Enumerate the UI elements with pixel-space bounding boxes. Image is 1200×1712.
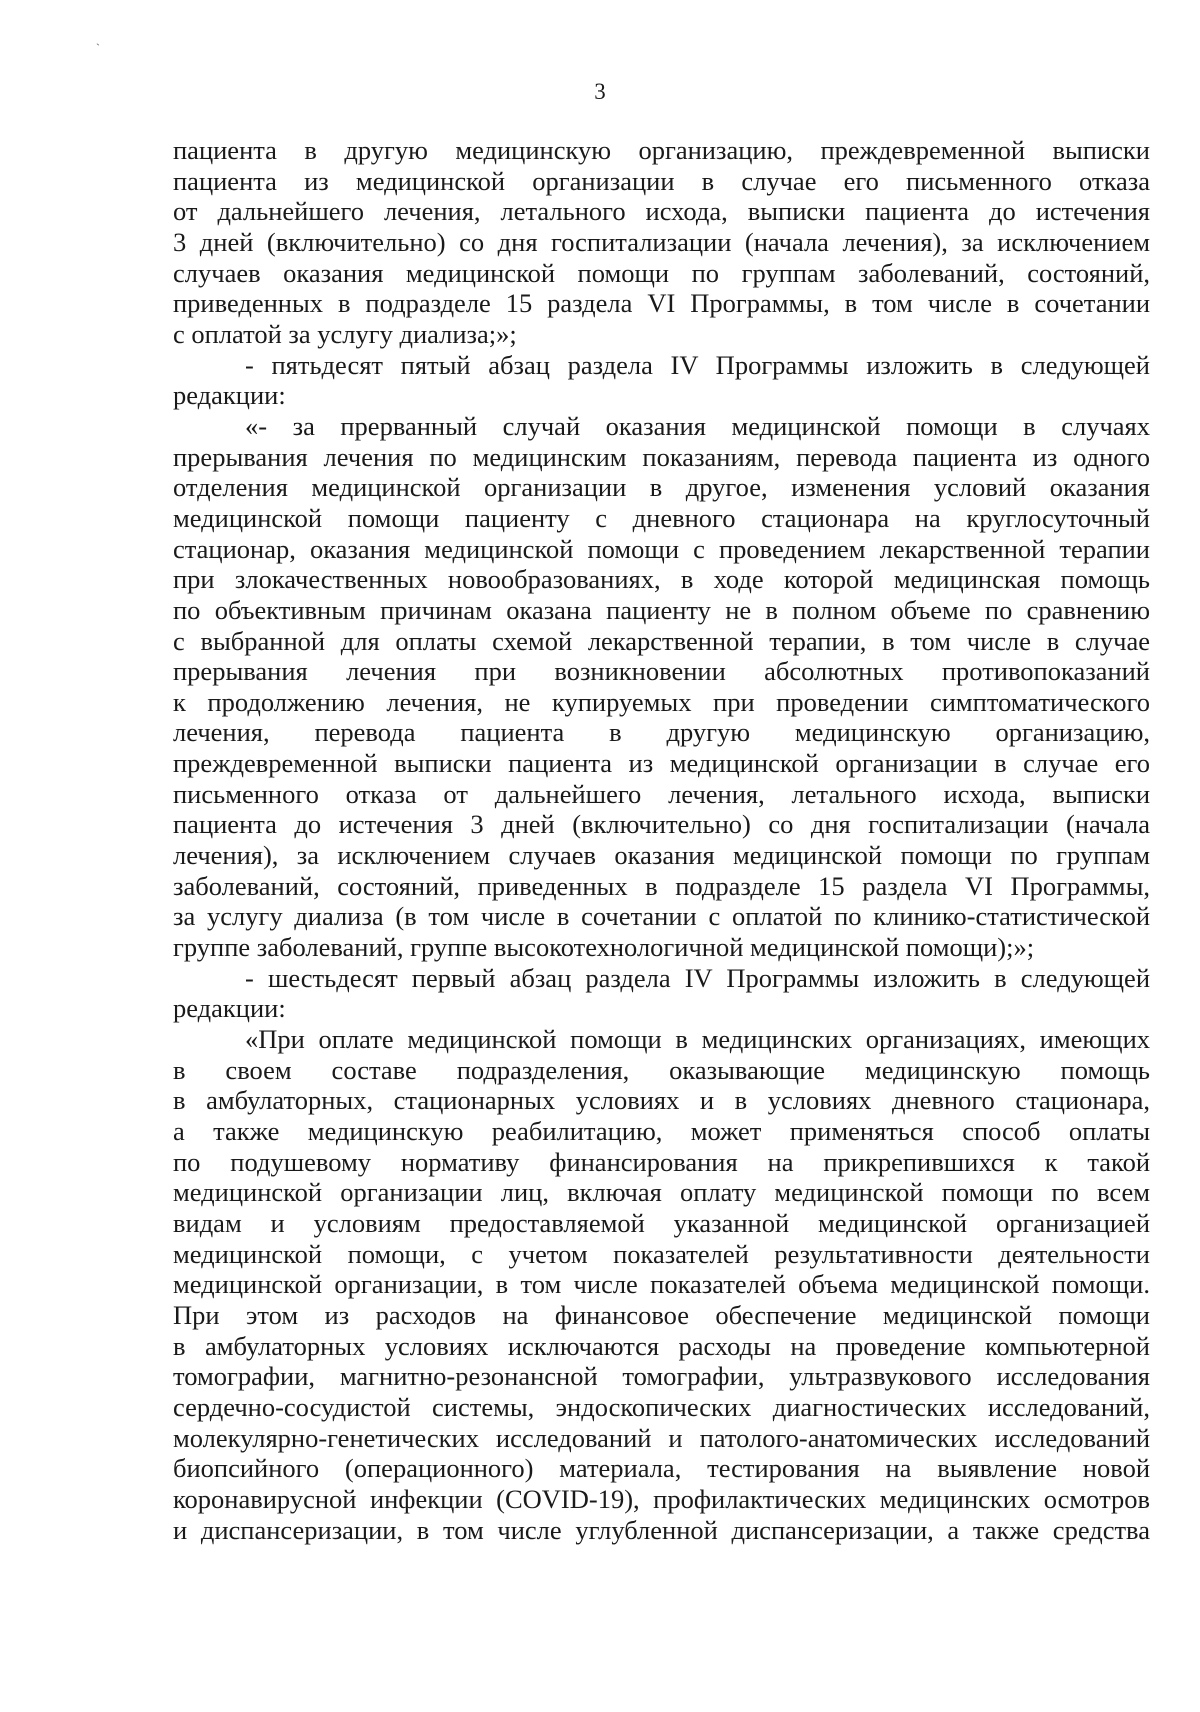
text-line: группе заболеваний, группе высокотехнологичной медицинской помощи);»; [173, 932, 1035, 963]
text-line: лечения), за исключением случаев оказания медицинской помощи по группам [173, 840, 1150, 871]
text-line: лечения, перевода пациента в другую медицинскую организацию, [173, 717, 1150, 748]
document-body [173, 135, 1150, 1545]
text-line: стационар, оказания медицинской помощи с проведением лекарственной терапии [173, 533, 1150, 564]
text-line: медицинской помощи, с учетом показателей результативности деятельности [173, 1238, 1150, 1269]
text-line: медицинской организации, в том числе показателей объема медицинской помощи. [173, 1269, 1150, 1300]
text-line: «При оплате медицинской помощи в медицинских организациях, имеющих [245, 1024, 1150, 1055]
text-line: пациента из медицинской организации в случае его письменного отказа [173, 165, 1150, 196]
text-line: письменного отказа от дальнейшего лечения, летального исхода, выписки [173, 778, 1150, 809]
text-line: коронавирусной инфекции (COVID-19), профилактических медицинских осмотров [173, 1483, 1150, 1514]
text-line: преждевременной выписки пациента из медицинской организации в случае его [173, 748, 1150, 779]
text-line: по подушевому нормативу финансирования на прикрепившихся к такой [173, 1146, 1150, 1177]
text-line: прерывания лечения по медицинским показаниям, перевода пациента из одного [173, 441, 1150, 472]
text-line: редакции: [173, 380, 286, 411]
page-number: 3 [594, 79, 606, 104]
text-line: случаев оказания медицинской помощи по группам заболеваний, состояний, [173, 257, 1150, 288]
text-line: пациента до истечения 3 дней (включительно) со дня госпитализации (начала [173, 809, 1150, 840]
text-line: за услугу диализа (в том числе в сочетании с оплатой по клинико-статистической [173, 901, 1150, 932]
text-line: При этом из расходов на финансовое обеспечение медицинской помощи [173, 1299, 1150, 1330]
text-line: приведенных в подразделе 15 раздела VI Программы, в том числе в сочетании [173, 288, 1150, 319]
text-line: с оплатой за услугу диализа;»; [173, 318, 517, 349]
text-line: с выбранной для оплаты схемой лекарственной терапии, в том числе в случае [173, 625, 1150, 656]
text-line: биопсийного (операционного) материала, тестирования на выявление новой [173, 1453, 1150, 1484]
text-line: от дальнейшего лечения, летального исхода, выписки пациента до истечения [173, 196, 1150, 227]
text-line: в амбулаторных условиях исключаются расходы на проведение компьютерной [173, 1330, 1150, 1361]
text-line: а также медицинскую реабилитацию, может применяться способ оплаты [173, 1116, 1150, 1146]
text-line: редакции: [173, 993, 286, 1024]
stray-mark: ˎ [96, 32, 100, 46]
text-line: и диспансеризации, в том числе углубленной диспансеризации, а также средства [173, 1514, 1150, 1545]
text-line: по объективным причинам оказана пациенту не в полном объеме по сравнению [173, 594, 1150, 625]
text-line: отделения медицинской организации в другое, изменения условий оказания [173, 472, 1150, 503]
text-line: в своем составе подразделения, оказывающие медицинскую помощь [173, 1054, 1150, 1085]
text-line: медицинской организации лиц, включая оплату медицинской помощи по всем [173, 1177, 1150, 1208]
text-line: 3 дней (включительно) со дня госпитализации (начала лечения), за исключением [173, 226, 1150, 257]
text-line: - пятьдесят пятый абзац раздела IV Программы изложить в следующей [245, 349, 1150, 380]
text-line: «- за прерванный случай оказания медицинской помощи в случаях [245, 410, 1150, 441]
text-line: прерывания лечения при возникновении абсолютных противопоказаний [173, 656, 1150, 687]
text-line: медицинской помощи пациенту с дневного стационара на круглосуточный [173, 502, 1150, 533]
text-line: заболеваний, состояний, приведенных в подразделе 15 раздела VI Программы, [173, 870, 1150, 901]
text-line: в амбулаторных, стационарных условиях и в условиях дневного стационара, [173, 1085, 1150, 1116]
text-line: пациента в другую медицинскую организацию, преждевременной выписки [173, 135, 1150, 165]
text-line: молекулярно-генетических исследований и патолого-анатомических исследований [173, 1422, 1150, 1453]
text-line: - шестьдесят первый абзац раздела IV Программы изложить в следующей [245, 962, 1150, 993]
text-line: к продолжению лечения, не купируемых при проведении симптоматического [173, 686, 1150, 717]
text-line: при злокачественных новообразованиях, в ходе которой медицинская помощь [173, 564, 1150, 595]
text-line: сердечно-сосудистой системы, эндоскопических диагностических исследований, [173, 1391, 1150, 1422]
text-line: видам и условиям предоставляемой указанной медицинской организацией [173, 1207, 1150, 1238]
text-line: томографии, магнитно-резонансной томографии, ультразвукового исследования [173, 1361, 1150, 1392]
